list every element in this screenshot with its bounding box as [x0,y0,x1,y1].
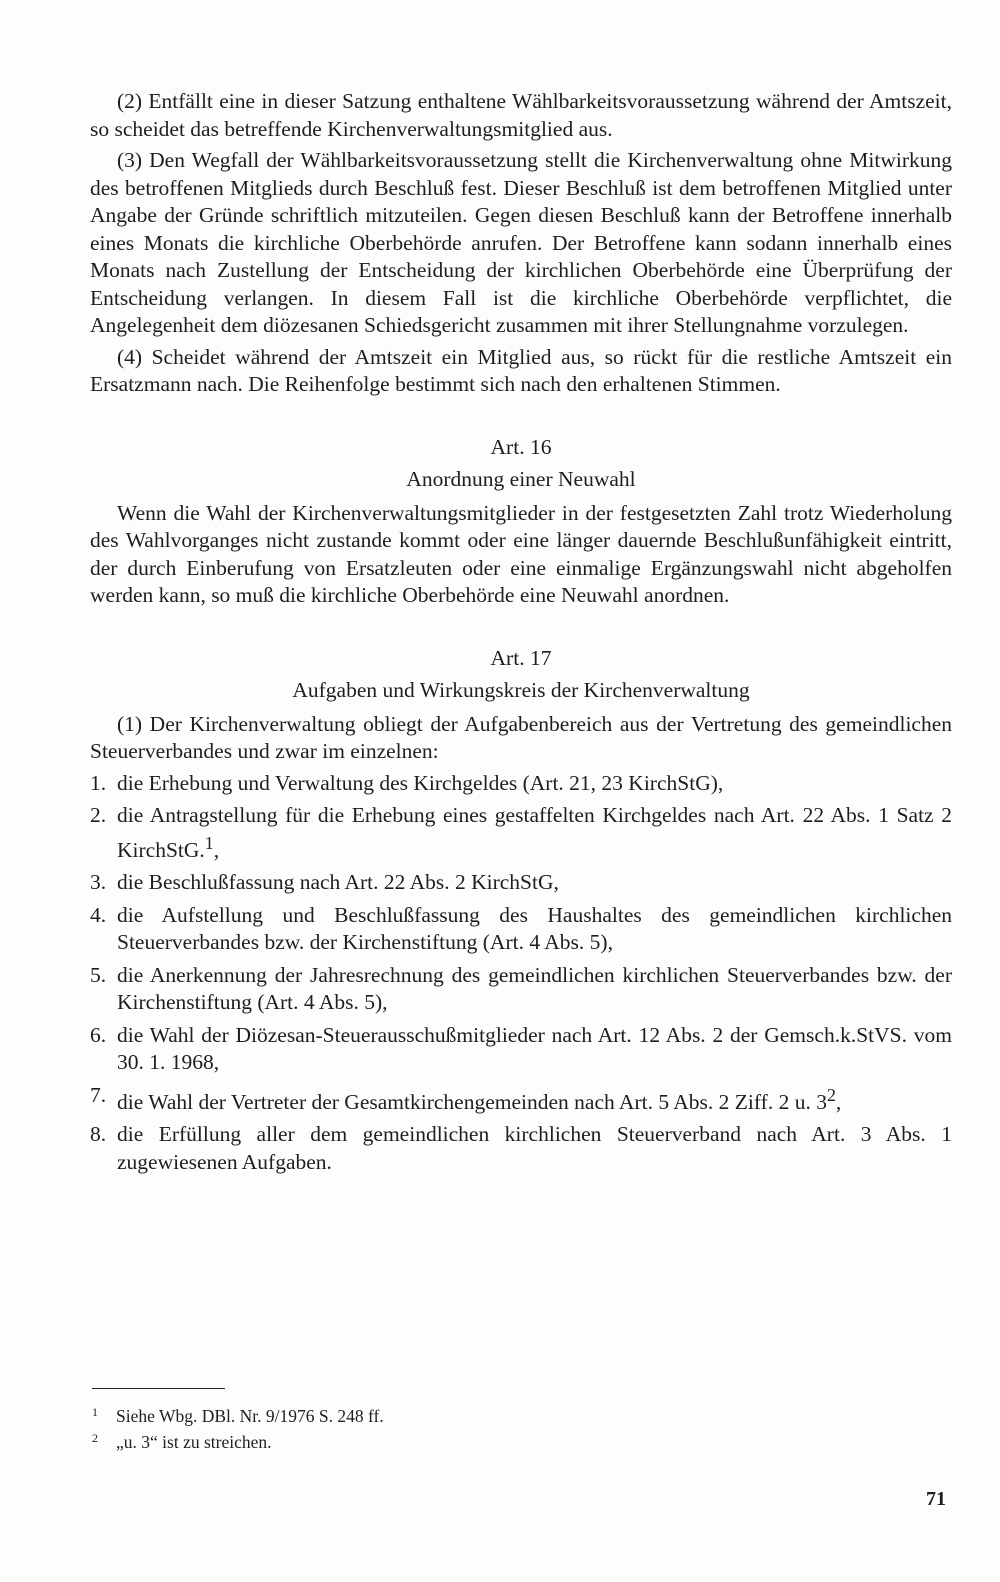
list-item-tail: , [213,837,220,862]
list-item-number: 6. [90,1022,107,1047]
list-item-number: 3. [90,870,107,895]
list-item-number: 1. [90,770,107,795]
list-item [90,1121,952,1176]
footnote-ref-2: 2 [826,1084,836,1105]
art17-intro: (1) Der Kirchenverwaltung obliegt der Aufgabenbereich aus der Vertretung des gemeindlichen Steuerverbandes und zwar im einzelnen: [90,711,952,763]
paragraph-4: (4) Scheidet während der Amtszeit ein Mitglied aus, so rückt für die restliche Amtszeit ein Ersatzmann nach. Die Reihenfolge bestimmt sich nach den erhaltenen Stimmen. [90,344,952,396]
list-item [90,1022,952,1077]
art17-item-list [90,770,952,1177]
footnote-ref-1: 1 [204,832,214,853]
list-item-tail: , [835,1089,842,1114]
footnote-text: Siehe Wbg. DBl. Nr. 9/1976 S. 248 ff. [116,1406,384,1426]
list-item-text: die Erfüllung aller dem gemeindlichen kirchlichen Steuerverband nach Art. 3 Abs. 1 zugewiesenen Aufgaben. [117,1122,952,1174]
list-item-number: 5. [90,962,107,987]
list-item-text: die Anerkennung der Jahresrechnung des gemeindlichen kirchlichen Steuerverbandes bzw. der Kirchenstiftung (Art. 4 Abs. 5), [117,962,952,1015]
list-item-text-wrapper [117,802,952,864]
list-item [90,869,952,897]
art17-number: Art. 17 [490,645,552,670]
footnote [92,1429,692,1455]
art16-title: Anordnung einer Neuwahl [406,467,636,491]
footnotes [92,1403,692,1455]
list-item-text: die Erhebung und Verwaltung des Kirchgeldes (Art. 21, 23 KirchStG), [117,770,724,795]
page-content [90,88,952,1181]
page-number: 71 [926,1488,946,1510]
list-item-text: die Aufstellung und Beschlußfassung des Haushaltes des gemeindlichen kirchlichen Steuerverbandes bzw. der Kirchenstiftung (Art. 4 Abs. 5), [117,902,952,955]
list-item-number: 8. [90,1122,107,1147]
paragraph-3: (3) Den Wegfall der Wählbarkeitsvoraussetzung stellt die Kirchenverwaltung ohne Mitwirkung des betroffenen Mitglieds durch Beschluß fest. Dieser Beschluß ist dem betroffenen Mitglied unter Angabe der Gründe schriftlich mitzuteilen. Gegen diesen Beschluß kann der Betroffene innerhalb eines Monats die kirchliche Oberbehörde anrufen. Der Betroffene kann sodann innerhalb eines Monats nach Zustellung der Entscheidung der kirchlichen Oberbehörde eine Überprüfung der Entscheidung verlangen. In diesem Fall ist die kirchliche Oberbehörde verpflichtet, die Angelegenheit dem diözesanen Schiedsgericht zusammen mit ihrer Stellungnahme vorzulegen. [90,148,952,337]
list-item-text: die Beschlußfassung nach Art. 22 Abs. 2 KirchStG, [117,870,559,895]
list-item-text: die Antragstellung für die Erhebung eines gestaffelten Kirchgeldes nach Art. 22 Abs. 1 Satz 2 KirchStG. [117,803,952,862]
art16-number: Art. 16 [490,434,552,459]
footnote-mark: 1 [92,1405,98,1419]
list-item [90,902,952,957]
list-item [90,1082,952,1117]
footnote [92,1403,692,1429]
footnote-divider [92,1388,225,1389]
art16-text: Wenn die Wahl der Kirchenverwaltungsmitglieder in der festgesetzten Zahl trotz Wiederholung des Wahlvorganges nicht zustande kommt oder eine länger dauernde Beschlußunfähigkeit eintritt, der durch Einberufung von Ersatzleuten oder eine einmalige Ergänzungswahl nicht abgeholfen werden kann, so muß die kirchliche Oberbehörde eine Neuwahl anordnen. [90,500,952,607]
footnote-mark: 2 [92,1431,98,1445]
list-item [90,770,952,798]
list-item [90,802,952,864]
list-item-text: die Wahl der Vertreter der Gesamtkirchengemeinden nach Art. 5 Abs. 2 Ziff. 2 u. 3 [117,1089,827,1114]
footnote-text: „u. 3“ ist zu streichen. [116,1432,272,1452]
list-item-text: die Wahl der Diözesan-Steuerausschußmitglieder nach Art. 12 Abs. 2 der Gemsch.k.StVS. vom 30. 1. 1968, [117,1022,952,1075]
list-item-number: 4. [90,902,107,927]
list-item-number: 2. [90,803,107,827]
paragraph-2: (2) Entfällt eine in dieser Satzung enthaltene Wählbarkeitsvoraussetzung während der Amtszeit, so scheidet das betreffende Kirchenverwaltungsmitglied aus. [90,89,952,141]
art17-title: Aufgaben und Wirkungskreis der Kirchenverwaltung [292,678,750,702]
list-item-text-wrapper [117,1082,952,1117]
list-item [90,962,952,1017]
list-item-number: 7. [90,1082,107,1107]
